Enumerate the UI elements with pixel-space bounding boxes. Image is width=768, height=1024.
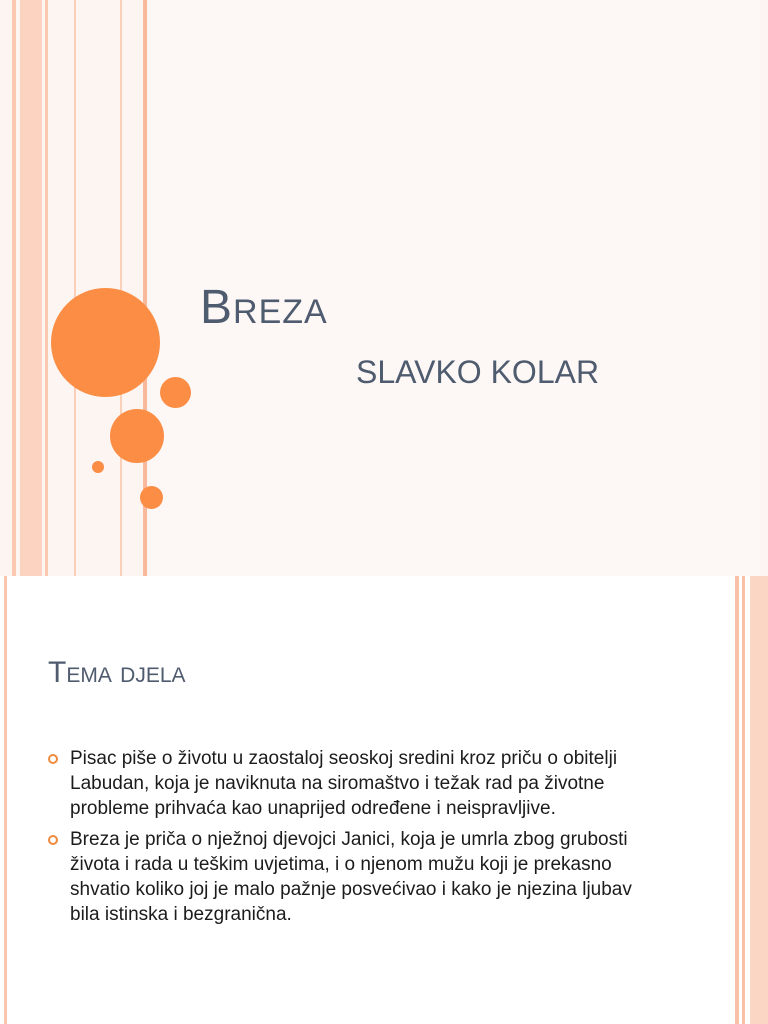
decorative-stripe [750, 576, 768, 1024]
bullet-item [46, 746, 666, 821]
section-heading: Tema djela [48, 656, 186, 689]
decorative-circle [92, 461, 104, 473]
content-slide [0, 576, 768, 1024]
bullet-text: Breza je priča o nježnoj djevojci Janici, koja je umrla zbog grubosti života i rada u teškim uvjetima, i o njenom mužu koji je prekasno shvatio koliko joj je malo pažnje posvećivao i kako je njezina ljubav bila istinska i bezgranična. [70, 829, 632, 925]
decorative-stripe [120, 0, 122, 576]
decorative-circle [160, 377, 191, 408]
bullet-text: Pisac piše o životu u zaostaloj seoskoj sredini kroz priču o obitelji Labudan, koja je naviknuta na siromaštvo i težak rad pa životne probleme prihvaća kao unaprijed određene i neispravljive. [70, 748, 618, 819]
slide-subtitle: SLAVKO KOLAR [356, 354, 600, 390]
decorative-stripe [12, 0, 16, 576]
decorative-stripe [742, 576, 745, 1024]
decorative-stripe [4, 576, 7, 1024]
decorative-stripe [20, 0, 42, 576]
decorative-stripe [74, 0, 76, 576]
decorative-stripe [45, 0, 48, 576]
decorative-circle [51, 288, 160, 397]
slide-title: Breza [200, 281, 328, 334]
bullet-list [46, 746, 666, 933]
decorative-circle [140, 486, 163, 509]
bullet-circle-icon [48, 835, 58, 845]
decorative-stripe [735, 576, 739, 1024]
bullet-item [46, 827, 666, 927]
bullet-circle-icon [48, 754, 58, 764]
decorative-circle [110, 409, 164, 463]
